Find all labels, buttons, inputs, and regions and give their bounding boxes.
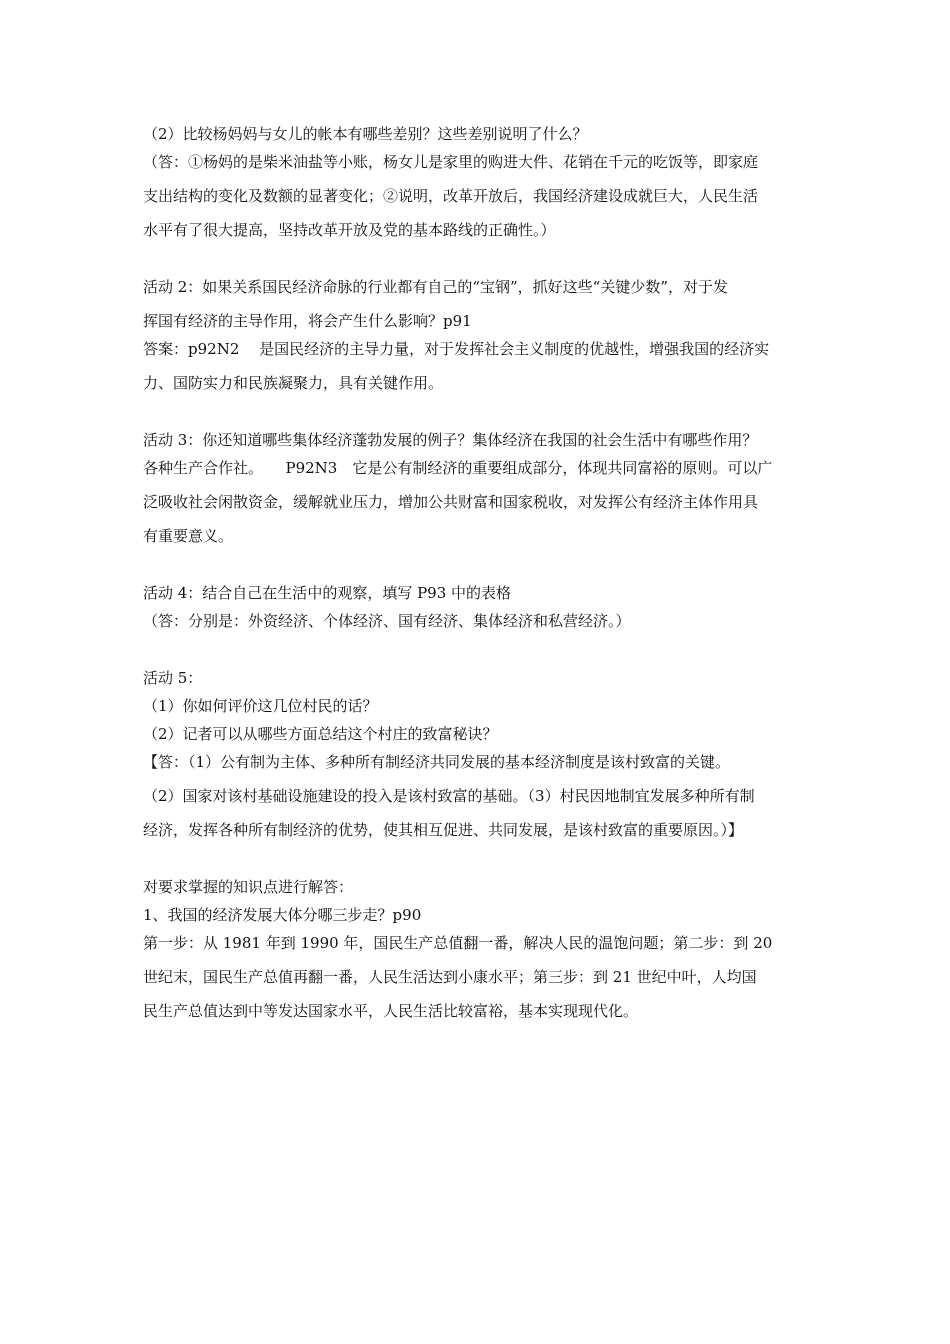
activity5-heading: 活动 5： — [143, 669, 203, 687]
activity2-answer-line-1: 答案：p92N2 是国民经济的主导力量，对于发挥社会主义制度的优越性，增强我国的经济实 — [143, 340, 770, 358]
activity5-answer-line-2: （2）国家对该村基础设施建设的投入是该村致富的基础。（3）村民因地制宜发展多种所有制 — [143, 787, 755, 805]
q2-question: （2）比较杨妈妈与女儿的帐本有哪些差别？这些差别说明了什么？ — [143, 125, 588, 143]
knowledge-item1-question: 1、我国的经济发展大体分哪三步走？p90 — [143, 906, 422, 924]
q2-answer-line-1: （答：①杨妈的是柴米油盐等小账，杨女儿是家里的购进大件、花销在千元的吃饭等，即家庭 — [143, 153, 759, 171]
activity5-answer-line-1: 【答：（1）公有制为主体、多种所有制经济共同发展的基本经济制度是该村致富的关键。 — [143, 753, 731, 771]
knowledge-intro: 对要求掌握的知识点进行解答： — [143, 878, 354, 896]
activity5-q1: （1）你如何评价这几位村民的话？ — [143, 697, 378, 715]
knowledge-item1-answer-line-1: 第一步：从 1981 年到 1990 年，国民生产总值翻一番，解决人民的温饱问题；第二步：到 20 — [143, 934, 773, 952]
document-page — [143, 124, 843, 1021]
activity3-answer-line-2: 泛吸收社会闲散资金，缓解就业压力，增加公共财富和国家税收，对发挥公有经济主体作用具 — [143, 493, 759, 511]
activity3-answer-line-1: 各种生产合作社。 P92N3 它是公有制经济的重要组成部分，体现共同富裕的原则。可以广 — [143, 459, 773, 477]
q2-answer-line-3: 水平有了很大提高，坚持改革开放及党的基本路线的正确性。） — [143, 221, 556, 239]
activity5-q2: （2）记者可以从哪些方面总结这个村庄的致富秘诀？ — [143, 725, 498, 743]
activity2-answer-line-2: 力、国防实力和民族凝聚力，具有关键作用。 — [143, 374, 444, 392]
activity2-question-line-1: 活动 2：如果关系国民经济命脉的行业都有自己的“宝钢”，抓好这些“关键少数”，对于发 — [143, 278, 728, 296]
activity3-question: 活动 3：你还知道哪些集体经济蓬勃发展的例子？集体经济在我国的社会生活中有哪些作用？ — [143, 431, 758, 449]
activity4-question: 活动 4：结合自己在生活中的观察，填写 P93 中的表格 — [143, 584, 512, 602]
knowledge-item1-answer-line-3: 民生产总值达到中等发达国家水平，人民生活比较富裕，基本实现现代化。 — [143, 1002, 639, 1020]
knowledge-item1-answer-line-2: 世纪末，国民生产总值再翻一番，人民生活达到小康水平；第三步：到 21 世纪中叶，人均国 — [143, 968, 757, 986]
activity5-answer-line-3: 经济，发挥各种所有制经济的优势，使其相互促进、共同发展，是该村致富的重要原因。）】 — [143, 821, 744, 839]
activity4-answer: （答：分别是：外资经济、个体经济、国有经济、集体经济和私营经济。） — [143, 612, 631, 630]
activity2-question-line-2: 挥国有经济的主导作用，将会产生什么影响？p91 — [143, 312, 472, 330]
activity3-answer-line-3: 有重要意义。 — [143, 527, 234, 545]
q2-answer-line-2: 支出结构的变化及数额的显著变化；②说明，改革开放后，我国经济建设成就巨大，人民生活 — [143, 187, 759, 205]
